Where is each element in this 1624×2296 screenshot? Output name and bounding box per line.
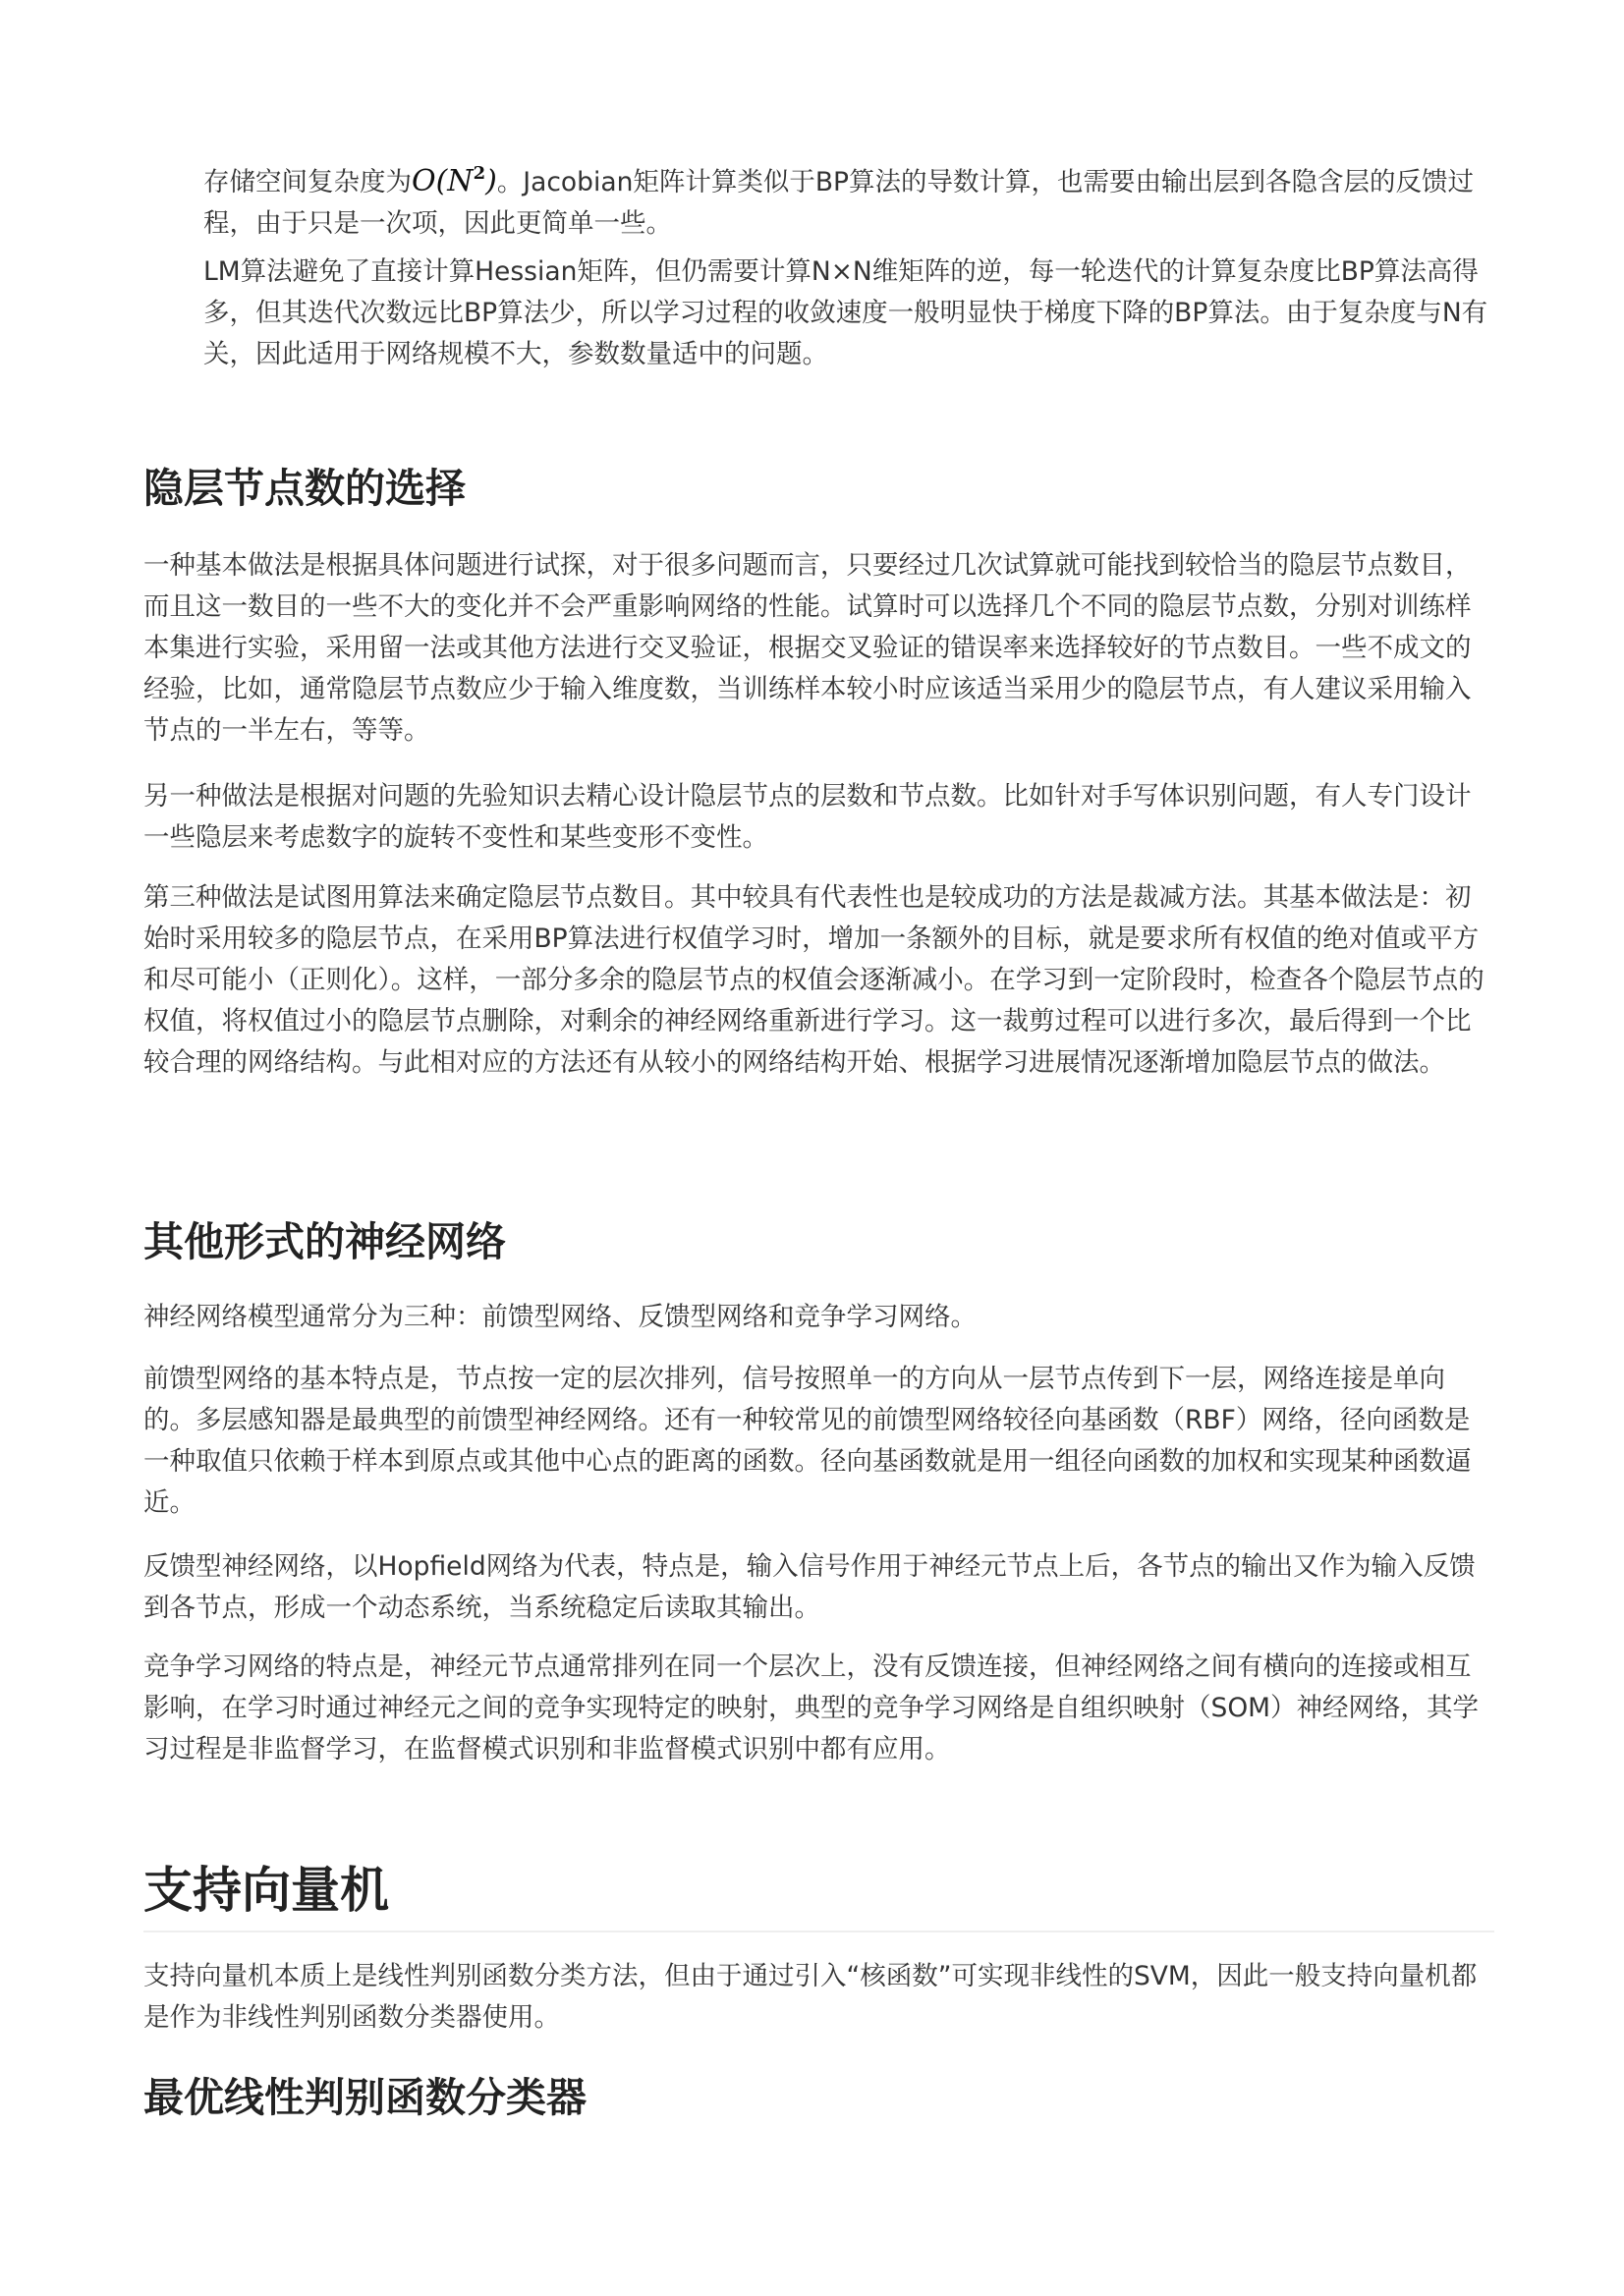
heading-underline (143, 1931, 1494, 1932)
hidden-nodes-paragraph-1: 一种基本做法是根据具体问题进行试探，对于很多问题而言，只要经过几次试算就可能找到较恰当的隐层节点数目，而且这一数目的一些不大的变化并不会严重影响网络的性能。试算时可以选择几个不同的隐层节点数，分别对训练样本集进行实验，采用留一法或其他方法进行交叉验证，根据交叉验证的错误率来选择较好的节点数目。一些不成文的经验，比如，通常隐层节点数应少于输入维度数，当训练样本较小时应该适当采用少的隐层节点，有人建议采用输入节点的一半左右，等等。 (143, 550, 1472, 746)
section-heading-hidden-nodes: 隐层节点数的选择 (143, 465, 466, 512)
intro-paragraph-2: LM算法避免了直接计算Hessian矩阵，但仍需要计算N×N维矩阵的逆，每一轮迭代的计算复杂度比BP算法高得多，但其迭代次数远比BP算法少，所以学习过程的收敛速度一般明显快于梯度下降的BP算法。由于复杂度与N有关，因此适用于网络规模不大，参数数量适中的问题。 (203, 256, 1488, 369)
other-networks-paragraph-1: 神经网络模型通常分为三种：前馈型网络、反馈型网络和竞争学习网络。 (143, 1302, 977, 1332)
complexity-formula: $O(N^2)$ (412, 163, 497, 198)
other-networks-paragraph-2: 前馈型网络的基本特点是，节点按一定的层次排列，信号按照单一的方向从一层节点传到下一层，网络连接是单向的。多层感知器是最典型的前馈型神经网络。还有一种较常见的前馈型网络较径向基函数（RBF）网络，径向函数是一种取值只依赖于样本到原点或其他中心点的距离的函数。径向基函数就是用一组径向函数的加权和实现某种函数逼近。 (143, 1364, 1472, 1518)
intro-paragraph-1 (203, 153, 1494, 245)
intro-p1-text-before: 存储空间复杂度为 (203, 167, 412, 197)
subsection-heading-optimal-linear: 最优线性判别函数分类器 (143, 2074, 587, 2121)
hidden-nodes-paragraph-2: 另一种做法是根据对问题的先验知识去精心设计隐层节点的层数和节点数。比如针对手写体识别问题，有人专门设计一些隐层来考虑数字的旋转不变性和某些变形不变性。 (143, 781, 1472, 853)
other-networks-paragraph-4: 竞争学习网络的特点是，神经元节点通常排列在同一个层次上，没有反馈连接，但神经网络之间有横向的连接或相互影响，在学习时通过神经元之间的竞争实现特定的映射，典型的竞争学习网络是自组织映射（SOM）神经网络，其学习过程是非监督学习，在监督模式识别和非监督模式识别中都有应用。 (143, 1652, 1480, 1764)
svm-paragraph-1: 支持向量机本质上是线性判别函数分类方法，但由于通过引入“核函数”可实现非线性的SVM，因此一般支持向量机都是作为非线性判别函数分类器使用。 (143, 1961, 1478, 2033)
intro-p1-text-after: 。Jacobian矩阵计算类似于BP算法的导数计算，也需要由输出层到各隐含层的反馈过程，由于只是一次项，因此更简单一些。 (203, 167, 1475, 239)
other-networks-paragraph-3: 反馈型神经网络，以Hopfield网络为代表，特点是，输入信号作用于神经元节点上后，各节点的输出又作为输入反馈到各节点，形成一个动态系统，当系统稳定后读取其输出。 (143, 1551, 1476, 1623)
section-heading-svm: 支持向量机 (143, 1862, 389, 1919)
section-heading-other-networks: 其他形式的神经网络 (143, 1218, 506, 1265)
hidden-nodes-paragraph-3: 第三种做法是试图用算法来确定隐层节点数目。其中较具有代表性也是较成功的方法是裁减方法。其基本做法是：初始时采用较多的隐层节点，在采用BP算法进行权值学习时，增加一条额外的目标，就是要求所有权值的绝对值或平方和尽可能小（正则化）。这样，一部分多余的隐层节点的权值会逐渐减小。在学习到一定阶段时，检查各个隐层节点的权值，将权值过小的隐层节点删除，对剩余的神经网络重新进行学习。这一裁剪过程可以进行多次，最后得到一个比较合理的网络结构。与此相对应的方法还有从较小的网络结构开始、根据学习进展情况逐渐增加隐层节点的做法。 (143, 882, 1484, 1078)
